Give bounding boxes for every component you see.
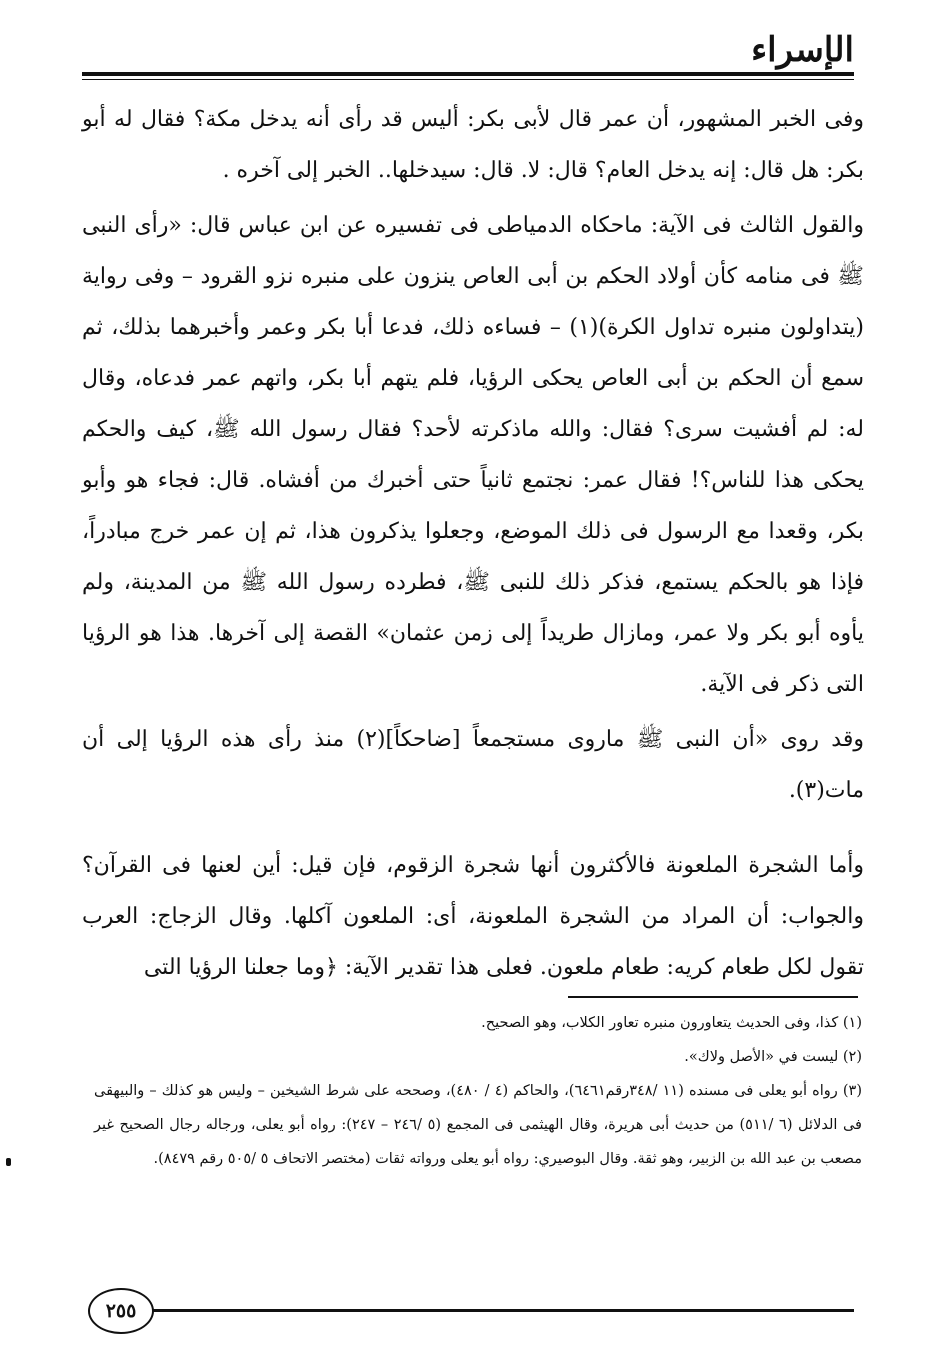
header-rule (82, 72, 854, 76)
page-number: ٢٥٥ (88, 1288, 154, 1334)
running-title: الإسراء (751, 30, 854, 70)
paragraph-4: وأما الشجرة الملعونة فالأكثرون أنها شجرة الزقوم، فإن قيل: أين لعنها فى القرآن؟ والجواب: أن المراد من الشجرة الملعونة، أى: الملعون آكلها. وقال الزجاج: العرب تقول لكل طعام كريه: طعام ملعون. فعلى هذا تقدير الآية: ﴿وما جعلنا الرؤيا التى (82, 853, 864, 980)
footnote-separator (568, 996, 858, 998)
footnote-3: (٣) رواه أبو يعلى فى مسنده (١١ /٣٤٨رقم٦٤٦١)، والحاكم (٤ / ٤٨٠)، وصححه على شرط الشيخين – وليس هو كذلك – والبيهقى فى الدلائل (٦ /٥١١) من حديث أبى هريرة، وقال الهيثمى فى المجمع (٥ /٢٤٦ – ٢٤٧): رواه أبو يعلى، ورجاله رجال الصحيح غير مصعب بن عبد الله بن الزبير، وهو ثقة. وقال البوصيري: رواه أبو يعلى ورواته ثقات (مختصر الاتحاف ٥ /٥٠٥ رقم ٨٤٧٩). (94, 1083, 863, 1167)
footnotes (94, 1006, 862, 1176)
footnote-1: (١) كذا، وفى الحديث يتعاورون منبره تعاور الكلاب، وهو الصحيح. (481, 1015, 862, 1031)
paragraph-2: والقول الثالث فى الآية: ماحكاه الدمياطى فى تفسيره عن ابن عباس قال: «رأى النبى ﷺ فى منامه كأن أولاد الحكم بن أبى العاص ينزون على منبره نزو القرود – وفى رواية (يتداولون منبره تداول الكرة)(١) – فساءه ذلك، فدعا أبا بكر وعمر وأخبرهما بذلك، ثم سمع أن الحكم بن أبى العاص يحكى الرؤيا، فلم يتهم أبا بكر، واتهم عمر فدعاه، وقال له: لم أفشيت سرى؟ فقال: والله ماذكرته لأحد؟ فقال رسول الله ﷺ، كيف والحكم يحكى هذا للناس؟! فقال عمر: نجتمع ثانياً حتى أخبرك من أفشاه. قال: فجاء هو وأبو بكر، وقعدا مع الرسول فى ذلك الموضع، وجعلوا يذكرون هذا، ثم إن عمر خرج مبادراً، فإذا هو بالحكم يستمع، فذكر ذلك للنبى ﷺ، فطرده رسول الله ﷺ من المدينة، ولم يأوه أبو بكر ولا عمر، ومازال طريداً إلى زمن عثمان» القصة إلى آخرها. هذا هو الرؤيا التى ذكر فى الآية. (82, 213, 864, 697)
paragraph-3: وقد روى «أن النبى ﷺ ماروى مستجمعاً [ضاحكاً](٢) منذ رأى هذه الرؤيا إلى أن مات(٣). (82, 727, 864, 803)
footnote-2: (٢) ليست في «الأصل ولاك». (684, 1049, 862, 1065)
paragraph-1: وفى الخبر المشهور، أن عمر قال لأبى بكر: أليس قد رأى أنه يدخل مكة؟ فقال له أبو بكر: هل قال: إنه يدخل العام؟ قال: لا. قال: سيدخلها.. الخبر إلى آخره . (82, 107, 864, 183)
footer-rule (150, 1309, 854, 1312)
header-rule-thin (82, 79, 854, 80)
main-text (82, 94, 864, 993)
margin-mark (6, 1158, 11, 1166)
